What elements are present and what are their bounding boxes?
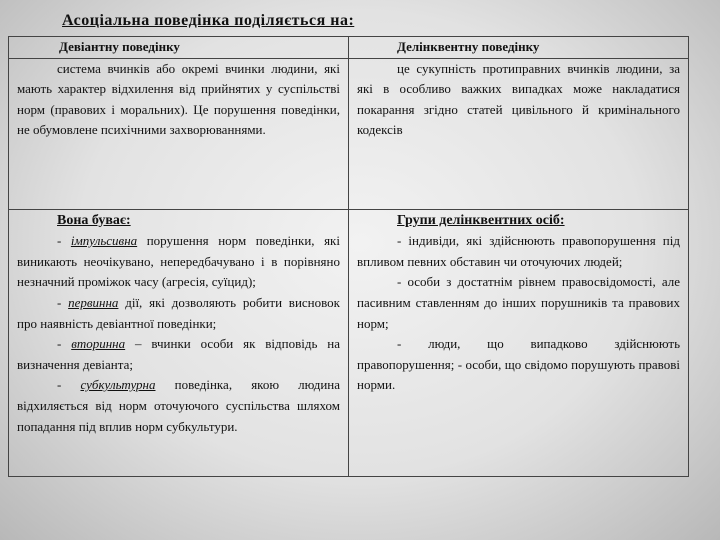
type-dash: - bbox=[57, 233, 71, 249]
details-row bbox=[9, 209, 689, 476]
table-header-row bbox=[9, 37, 689, 59]
delinquent-definition: це сукупність протиправних вчинків людини, за які в особливо важких випадках може накладатися покарання згідно статей цивільного й кримінального кодексів bbox=[357, 60, 680, 138]
deviant-types-cell bbox=[9, 209, 349, 476]
delinquent-definition-cell bbox=[349, 58, 689, 209]
type-term: імпульсивна bbox=[70, 233, 138, 249]
group-item: - індивіди, які здійснюють правопорушення під впливом певних обставин чи оточуючих людей; bbox=[357, 233, 680, 269]
delinquent-groups-heading bbox=[357, 210, 680, 232]
type-text: – вчинки особи як відповідь на визначення девіанта; bbox=[17, 336, 340, 372]
group-item: - особи з достатнім рівнем правосвідомості, але пасивним ставленням до інших порушників та правових норм; bbox=[357, 274, 680, 331]
type-term: вторинна bbox=[71, 336, 126, 352]
type-text: порушення норм поведінки, які виникають неочікувано, непередбачувано і в порівняно незначний проміжок часу (агресія, суїцид); bbox=[17, 233, 340, 290]
delinquent-header: Делінквентну поведінку bbox=[349, 37, 689, 59]
type-dash: - bbox=[57, 336, 72, 352]
type-text: поведінка, якою людина відхиляється від норм оточуючого суспільства шляхом попадання під вплив норм субкультури. bbox=[17, 377, 340, 434]
type-dash: - bbox=[57, 294, 69, 310]
deviant-definition-cell bbox=[9, 58, 349, 209]
comparison-table bbox=[8, 36, 689, 477]
deviant-header: Девіантну поведінку bbox=[9, 37, 349, 59]
group-item: - люди, що випадково здійснюють правопорушення; - особи, що свідомо порушують правові норми. bbox=[357, 336, 680, 393]
deviant-types-heading bbox=[17, 210, 340, 232]
type-dash: - bbox=[57, 377, 81, 393]
type-term: первинна bbox=[68, 294, 119, 310]
type-item bbox=[17, 334, 340, 375]
delinquent-groups-cell bbox=[349, 209, 689, 476]
groups-heading-text: Групи делінквентних осіб: bbox=[397, 212, 565, 228]
types-heading-text: Вона буває: bbox=[57, 212, 131, 228]
definition-row bbox=[9, 58, 689, 209]
slide-title: Асоціальна поведінка поділяється на: bbox=[62, 12, 355, 29]
type-item bbox=[17, 375, 340, 437]
type-text: дії, які дозволяють робити висновок про наявність девіантної поведінки; bbox=[17, 294, 340, 331]
deviant-definition: система вчинків або окремі вчинки людини, які мають характер відхилення від прийнятих у суспільстві норм (правових і моральних). Це порушення поведінки, не обумовлене психічними захворюваннями. bbox=[17, 60, 340, 138]
type-item bbox=[17, 231, 340, 293]
type-item bbox=[17, 293, 340, 334]
type-term: субкультурна bbox=[80, 377, 156, 393]
